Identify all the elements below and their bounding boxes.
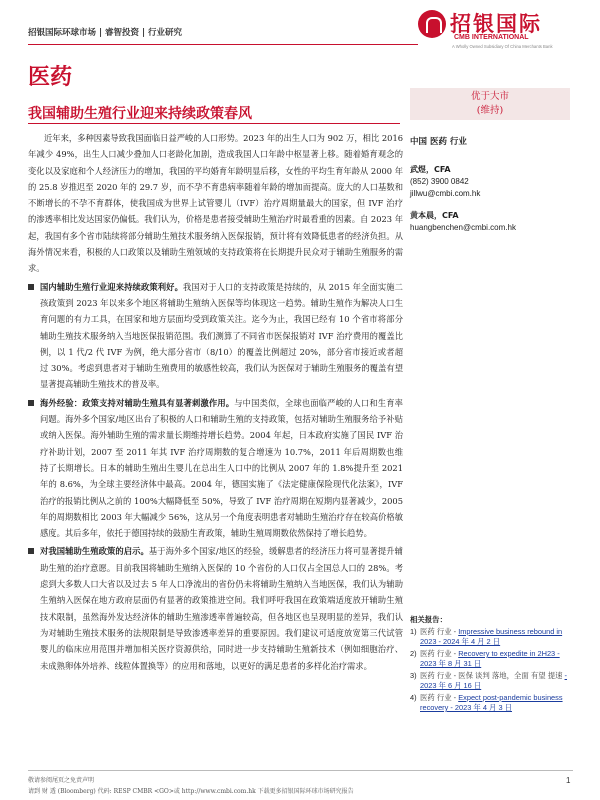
- breadcrumb: 招银国际环球市场 | 睿智投资 | 行业研究: [28, 28, 183, 38]
- bullet-text: 与中国类似，全球也面临严峻的人口和生育率问题。海外多个国家/地区出台了积极的人口和辅助生殖的支持政策，包括对辅助生殖服务给予补贴或纳入医保。海外辅助生殖的需求量长期维持增长趋势。2004 年起，日本政府实施了国民 IVF 治疗补助计划，2007 至 2011 年其 IVF 治疗周期数的复合增速为 10.7%，2011 年后周期数也维持了长期增长。日本的辅助生殖出生婴儿在总出生人口中的比例从 2007 年的 1.8%提升至 2021 年的 8.6%，为全球主要经济体中最高。2004 年，德国实施了《法定健康保险现代化法案》，IVF 治疗的报销比例从之前的 100%大幅降低至 50%，导致了 IVF 治疗周期在短期内显著减少，2005 年的周期数相比 2003 年大幅减少 56%，这从另一个角度表明患者对辅助生殖治疗存在较高价格敏感度。其后多年，依托于德国持续的鼓励生育政策，辅助生殖周期数依然保持了增长趋势。: [40, 397, 403, 539]
- related-reports: [410, 615, 570, 715]
- bullet-text: 基于海外多个国家/地区的经验，缓解患者的经济压力将可显著提升辅助生殖的治疗意愿。目前我国将辅助生殖纳入医保的 10 个省份的人口仅占全国总人口的 28%。考虑到大多数人口大省以及过去 5 年人口净流出的省份仍未将辅助生殖纳入当地医保，我们认为辅助生殖纳入医保在地方政府层面仍有显著的政策推进空间。我们呼吁我国在政策端适度放开辅助生殖技术限制，虽然海外发达经济体的辅助生殖渗透率普遍较高，但各地区也呈现明显的差异，我们认为对辅助生殖技术服务的法规限制是导致渗透率差异的重要原因。我们建议可适度放宽第三代试管婴儿的临床应用范围并增加相关医疗资源供给，同时进一步支持辅助生殖新技术（例如细胞治疗、未成熟卵体外培养、线粒体置换等）的应用和落地，以更好的满足患者的多样化治疗需求。: [40, 546, 403, 671]
- title-divider: [28, 123, 400, 124]
- analyst-email[interactable]: huangbenchen@cmbi.com.hk: [410, 223, 516, 232]
- related-report-item: 1) 医药 行业 - Impressive business rebound in 2023 - 2024 年 4 月 2 日: [410, 627, 563, 646]
- intro-paragraph: 近年来，多种因素导致我国面临日益严峻的人口形势。2023 年的出生人口为 902 万，相比 2016 年减少 49%，出生人口减少叠加人口老龄化加剧，造成我国人口年龄中枢显著上移。随着婚育观念的变化以及家庭和个人经济压力的增加，我国的平均婚育年龄明显后移，女性的平均生育年龄从 2000 年的 25.8 岁推迟至 2020 年的 29.7 岁，而不孕不育患病率随着年龄的增加而提高。庞大的人口基数和不断增长的不孕不育群体，使我国成为世界上试管婴儿（IVF）治疗周期量最大的国家，但 IVF 治疗的渗透率相比发达国家仍偏低。我们认为，价格是患者接受辅助生殖治疗时最看重的因素。自 2023 年起，我国有多个省市陆续将部分辅助生殖技术服务纳入医保报销，预计将有效降低患者的经济负担。从海外情况来看，积极的人口政策以及辅助生殖领域的支持政策将在长期提升民众对于辅助生殖服务的需求。: [28, 133, 404, 274]
- related-report-item: 3) 医药 行业 - 医保 谈判 落地，全面 有望 提速 - 2023 年 6 月 16 日: [410, 671, 568, 690]
- analyst-phone: (852) 3900 0842: [410, 177, 469, 186]
- bullet-square-icon: [28, 548, 34, 554]
- related-report-item: 2) 医药 行业 - Recovery to expedite in 2H23 - 2023 年 8 月 31 日: [410, 649, 560, 668]
- bullet-square-icon: [28, 400, 34, 406]
- related-report-link[interactable]: Impressive business rebound in 2023 - 2024 年 4 月 2 日: [420, 627, 563, 646]
- bullet-point: [28, 395, 403, 542]
- sector-heading: 医药: [28, 65, 73, 90]
- bullet-square-icon: [28, 284, 34, 290]
- related-reports-heading: 相关报告：: [410, 615, 447, 624]
- industry-label: 中国 医药 行业: [410, 137, 467, 147]
- footer-download-note: 请到 财 透 (Bloomberg) 代码: RESP CMBR <GO>或 http://www.cmbi.com.hk 下载更多招银国际环球市场研究报告: [28, 788, 354, 795]
- analyst-name: 武煜，CFA: [410, 165, 451, 174]
- logo-chinese-name: 招银国际: [450, 12, 542, 36]
- bullet-text: 我国对于人口的支持政策是持续的，从 2015 年全面实施二孩政策到 2023 年以来多个地区将辅助生殖纳入医保等均体现这一趋势。辅助生殖作为解决人口生育问题的有力工具，在国家和地方层面均受到政策关注。迄今为止，我国已经有 10 个省市将部分辅助生殖技术服务纳入当地医保报销范围。我们测算了不同省市医保报销对 IVF 治疗费用的覆盖比例，以 1 代/2 代 IVF 为例，绝大部分省市（8/10）的覆盖比例超过 20%，部分省市接近或者超过 30%。考虑到患者对于辅助生殖费用的敏感性较高，我们认为医保对于辅助生殖服务的覆盖有望显著提高辅助生殖技术的普及率。: [40, 281, 403, 390]
- related-report-item: 4) 医药 行业 - Expect post-pandemic business recovery - 2023 年 4 月 3 日: [410, 693, 563, 712]
- related-report-link[interactable]: - 2023 年 6 月 16 日: [420, 671, 568, 690]
- header-divider: [28, 44, 418, 45]
- company-logo: [418, 8, 578, 62]
- rating-badge: [410, 88, 570, 120]
- analyst-email[interactable]: jillwu@cmbi.com.hk: [410, 189, 481, 198]
- bullet-heading: 国内辅助生殖行业迎来持续政策利好。: [40, 281, 183, 292]
- report-title: 我国辅助生殖行业迎来持续政策春风: [28, 106, 252, 122]
- analyst-name: 黄本晨，CFA: [410, 211, 459, 220]
- related-report-link[interactable]: Recovery to expedite in 2H23 - 2023 年 8 月 31 日: [420, 649, 560, 668]
- logo-subtitle: A Wholly Owned Subsidiary Of China Merchants Bank: [452, 44, 553, 49]
- bullet-heading: 对我国辅助生殖政策的启示。: [40, 546, 149, 557]
- bullet-point: [28, 543, 403, 673]
- rating-status: (维持): [476, 105, 504, 116]
- page-number: 1: [566, 776, 571, 785]
- footer-divider: [28, 770, 573, 771]
- related-report-link[interactable]: Expect post-pandemic business recovery - 2023 年 4 月 3 日: [420, 693, 563, 712]
- bullet-point: [28, 279, 403, 393]
- disclaimer-note: 敬请参阅尾页之免责声明: [28, 777, 95, 784]
- rating-label: 优于大市: [470, 91, 509, 102]
- bullet-heading: 海外经验：政策支持对辅助生殖具有显著刺激作用。: [40, 397, 235, 408]
- sidebar: [410, 130, 575, 234]
- report-body: [28, 130, 403, 674]
- logo-english-name: CMB INTERNATIONAL: [454, 34, 529, 41]
- cmbi-logo-icon: [418, 10, 446, 38]
